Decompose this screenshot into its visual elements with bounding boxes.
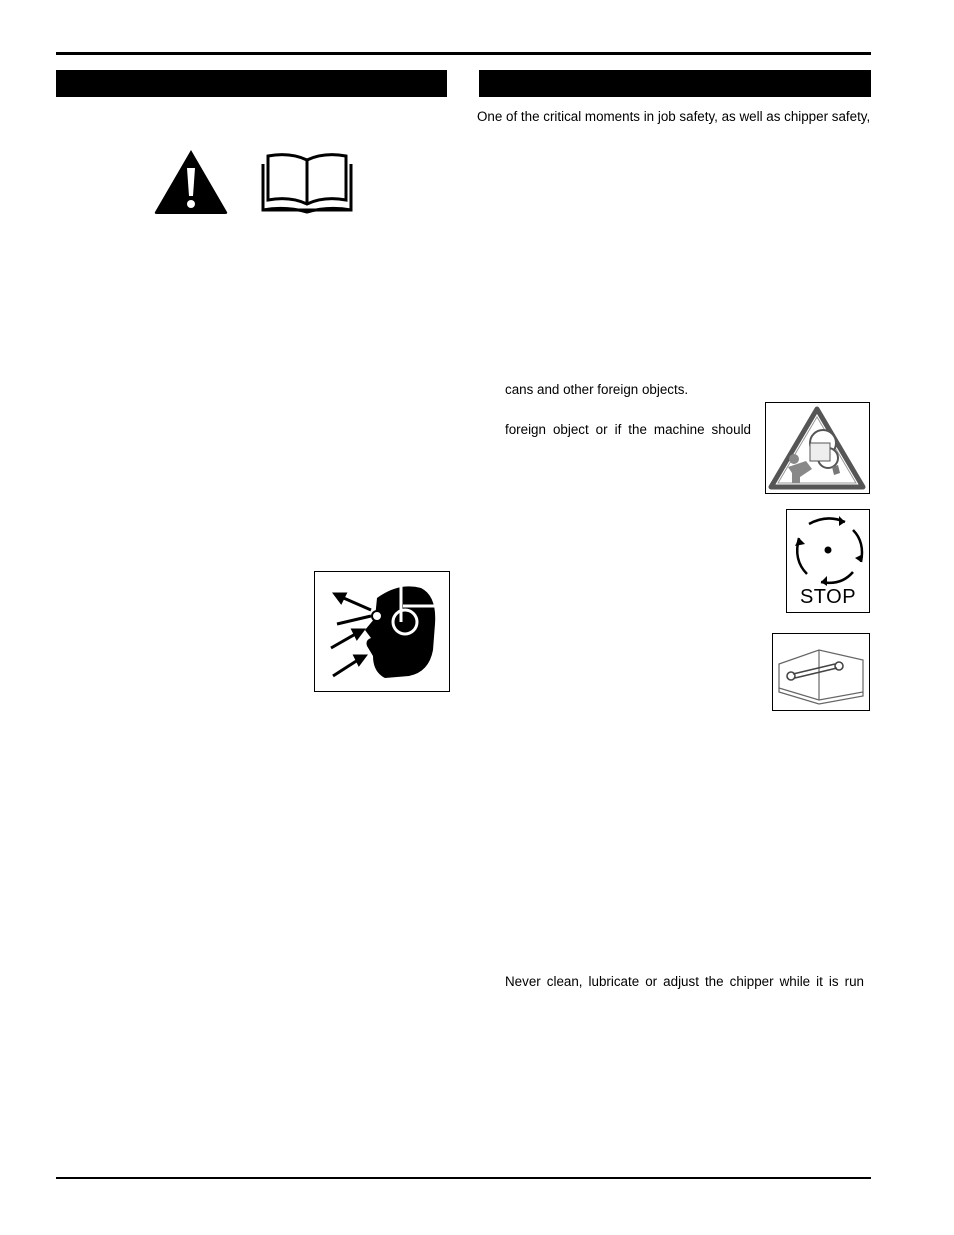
left-section-header-bar — [56, 70, 447, 97]
top-rule — [56, 52, 871, 55]
entanglement-hazard-box — [765, 402, 870, 494]
entanglement-hazard-icon — [766, 403, 869, 493]
eye-ear-protection-icon — [315, 572, 449, 691]
service-manual-box — [772, 633, 870, 711]
eye-ear-protection-box — [314, 571, 450, 692]
bottom-rule — [56, 1177, 871, 1179]
warning-triangle-icon — [153, 148, 229, 216]
stop-sign-label: STOP — [799, 586, 857, 608]
rotating-stop-box — [786, 509, 870, 613]
intro-text-line: One of the critical moments in job safety, as well as chipper safety, — [477, 109, 871, 124]
manual-book-icon — [260, 150, 354, 214]
service-manual-wrench-icon — [773, 634, 869, 710]
foreign-object-machine-text-line: foreign object or if the machine should — [505, 422, 751, 437]
never-clean-text-line: Never clean, lubricate or adjust the chipper while it is run — [505, 974, 864, 989]
foreign-objects-text-line: cans and other foreign objects. — [505, 382, 689, 397]
right-section-header-bar — [479, 70, 871, 97]
